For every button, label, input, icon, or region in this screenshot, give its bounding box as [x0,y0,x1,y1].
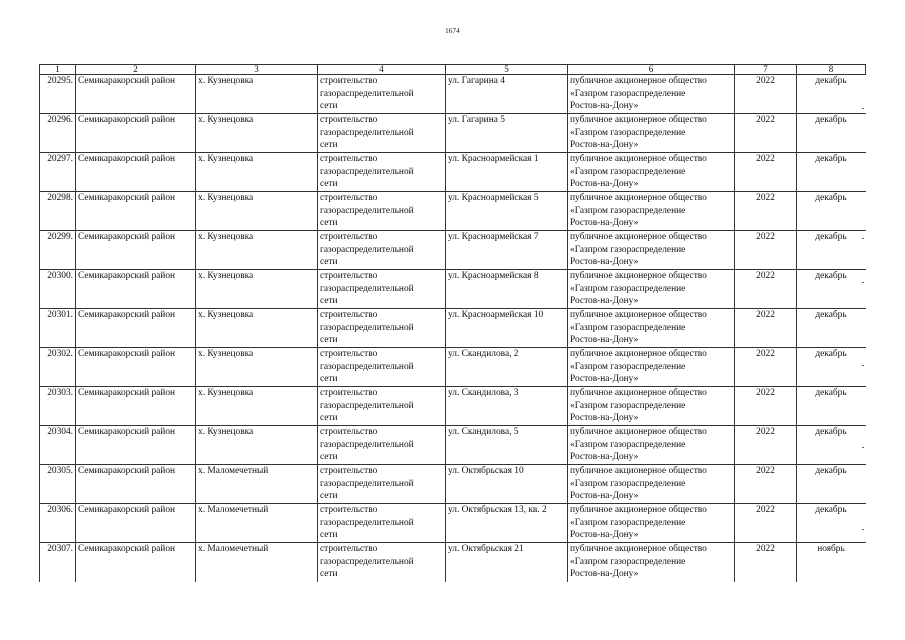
work-type-cell-line: сети [320,413,338,424]
work-type-cell-line: строительство [320,427,378,437]
work-type-cell-line: сети [320,140,338,151]
settlement-cell: х. Кузнецовка [196,270,318,309]
work-type-cell-line: сети [320,101,338,112]
column-number: 6 [568,65,735,75]
address-cell: ул. Октябрьская 13, кв. 2 [446,504,568,543]
work-type-cell-line: сети [320,452,338,463]
address-cell: ул. Гагарина 4 [446,75,568,114]
work-type-cell [318,426,446,465]
work-type-cell-line: сети [320,530,338,541]
table-row [40,231,866,270]
column-number: 3 [196,65,318,75]
column-number: 7 [735,65,797,75]
address-cell: ул. Красноармейская 5 [446,192,568,231]
work-type-cell-line: строительство [320,544,378,554]
month-cell: декабрь [797,465,866,504]
registry-body [40,65,866,582]
month-cell: декабрь [797,348,866,387]
work-type-cell-line: сети [320,296,338,307]
work-type-cell-line: строительство [320,466,378,476]
address-cell: ул. Октябрьская 21 [446,543,568,582]
row-number-cell: 20305. [40,465,76,504]
organization-cell-line: «Газпром газораспределение [570,322,686,333]
work-type-cell-line: строительство [320,388,378,398]
table-row [40,114,866,153]
settlement-cell: х. Кузнецовка [196,114,318,153]
table-row [40,465,866,504]
month-cell: декабрь [797,309,866,348]
table-row [40,543,866,582]
address-cell: ул. Красноармейская 1 [446,153,568,192]
work-type-cell-line: строительство [320,310,378,320]
year-cell: 2022 [735,543,797,582]
work-type-cell-line: строительство [320,232,378,242]
work-type-cell-line: газораспределительной [320,478,414,489]
month-cell: декабрь [797,192,866,231]
district-cell: Семикаракорский район [76,465,196,504]
address-cell: ул. Красноармейская 10 [446,309,568,348]
table-row [40,270,866,309]
table-row [40,153,866,192]
work-type-cell-line: сети [320,218,338,229]
organization-cell-line: Ростов-на-Дону» [570,218,639,229]
work-type-cell-line: газораспределительной [320,244,414,255]
table-row [40,426,866,465]
work-type-cell [318,114,446,153]
month-cell: декабрь [797,426,866,465]
work-type-cell [318,309,446,348]
work-type-cell-line: строительство [320,505,378,515]
organization-cell-line: публичное акционерное общество [570,193,707,203]
district-cell: Семикаракорский район [76,192,196,231]
settlement-cell: х. Кузнецовка [196,348,318,387]
organization-cell-line: публичное акционерное общество [570,271,707,281]
year-cell: 2022 [735,270,797,309]
organization-cell-line: «Газпром газораспределение [570,127,686,138]
organization-cell-line: Ростов-на-Дону» [570,296,639,307]
organization-cell-line: Ростов-на-Дону» [570,257,639,268]
month-cell: декабрь [797,270,866,309]
district-cell: Семикаракорский район [76,348,196,387]
organization-cell-line: публичное акционерное общество [570,232,707,242]
organization-cell [568,75,735,114]
month-cell: декабрь [797,504,866,543]
organization-cell-line: публичное акционерное общество [570,427,707,437]
organization-cell [568,192,735,231]
organization-cell-line: «Газпром газораспределение [570,166,686,177]
organization-cell-line: «Газпром газораспределение [570,556,686,567]
organization-cell-line: публичное акционерное общество [570,76,707,86]
work-type-cell-line: сети [320,491,338,502]
district-cell: Семикаракорский район [76,504,196,543]
organization-cell-line: «Газпром газораспределение [570,88,686,99]
organization-cell [568,543,735,582]
work-type-cell [318,75,446,114]
address-cell: ул. Скандилова, 3 [446,387,568,426]
margin-tick [862,108,864,109]
table-row [40,504,866,543]
organization-cell-line: Ростов-на-Дону» [570,179,639,190]
organization-cell-line: публичное акционерное общество [570,388,707,398]
settlement-cell: х. Кузнецовка [196,192,318,231]
work-type-cell-line: сети [320,257,338,268]
address-cell: ул. Скандилова, 2 [446,348,568,387]
district-cell: Семикаракорский район [76,114,196,153]
organization-cell-line: Ростов-на-Дону» [570,101,639,112]
month-cell: декабрь [797,114,866,153]
work-type-cell [318,270,446,309]
work-type-cell [318,387,446,426]
work-type-cell-line: газораспределительной [320,361,414,372]
organization-cell [568,348,735,387]
work-type-cell-line: газораспределительной [320,127,414,138]
year-cell: 2022 [735,192,797,231]
district-cell: Семикаракорский район [76,543,196,582]
work-type-cell-line: газораспределительной [320,88,414,99]
table-row [40,192,866,231]
row-number-cell: 20307. [40,543,76,582]
column-number-row [40,65,866,75]
month-cell: декабрь [797,231,866,270]
settlement-cell: х. Кузнецовка [196,309,318,348]
work-type-cell-line: сети [320,374,338,385]
address-cell: ул. Гагарина 5 [446,114,568,153]
row-number-cell: 20296. [40,114,76,153]
year-cell: 2022 [735,309,797,348]
district-cell: Семикаракорский район [76,270,196,309]
work-type-cell-line: газораспределительной [320,517,414,528]
work-type-cell-line: строительство [320,271,378,281]
work-type-cell-line: газораспределительной [320,205,414,216]
organization-cell-line: «Газпром газораспределение [570,400,686,411]
month-cell: декабрь [797,75,866,114]
settlement-cell: х. Маломечетный [196,543,318,582]
column-number: 5 [446,65,568,75]
district-cell: Семикаракорский район [76,309,196,348]
work-type-cell [318,504,446,543]
organization-cell [568,465,735,504]
work-type-cell-line: газораспределительной [320,322,414,333]
organization-cell-line: Ростов-на-Дону» [570,140,639,151]
organization-cell [568,270,735,309]
address-cell: ул. Красноармейская 8 [446,270,568,309]
row-number-cell: 20300. [40,270,76,309]
margin-tick [862,365,864,366]
settlement-cell: х. Кузнецовка [196,231,318,270]
row-number-cell: 20303. [40,387,76,426]
work-type-cell [318,153,446,192]
organization-cell-line: публичное акционерное общество [570,505,707,515]
work-type-cell-line: строительство [320,154,378,164]
organization-cell-line: публичное акционерное общество [570,544,707,554]
year-cell: 2022 [735,465,797,504]
organization-cell-line: Ростов-на-Дону» [570,452,639,463]
table-row [40,75,866,114]
registry-table [39,64,866,582]
organization-cell [568,153,735,192]
settlement-cell: х. Кузнецовка [196,75,318,114]
year-cell: 2022 [735,114,797,153]
table-row [40,309,866,348]
work-type-cell-line: сети [320,569,338,580]
organization-cell-line: публичное акционерное общество [570,115,707,125]
column-number: 2 [76,65,196,75]
year-cell: 2022 [735,504,797,543]
work-type-cell-line: сети [320,179,338,190]
organization-cell-line: «Газпром газораспределение [570,283,686,294]
work-type-cell [318,465,446,504]
settlement-cell: х. Кузнецовка [196,153,318,192]
row-number-cell: 20304. [40,426,76,465]
year-cell: 2022 [735,153,797,192]
row-number-cell: 20298. [40,192,76,231]
year-cell: 2022 [735,75,797,114]
margin-tick [862,238,864,239]
row-number-cell: 20295. [40,75,76,114]
year-cell: 2022 [735,348,797,387]
row-number-cell: 20306. [40,504,76,543]
organization-cell-line: «Газпром газораспределение [570,361,686,372]
organization-cell-line: Ростов-на-Дону» [570,374,639,385]
year-cell: 2022 [735,231,797,270]
organization-cell-line: публичное акционерное общество [570,349,707,359]
row-number-cell: 20301. [40,309,76,348]
district-cell: Семикаракорский район [76,387,196,426]
work-type-cell-line: строительство [320,115,378,125]
district-cell: Семикаракорский район [76,426,196,465]
work-type-cell-line: строительство [320,76,378,86]
table-row [40,387,866,426]
organization-cell [568,309,735,348]
organization-cell-line: «Газпром газораспределение [570,478,686,489]
settlement-cell: х. Маломечетный [196,504,318,543]
year-cell: 2022 [735,426,797,465]
address-cell: ул. Октябрьская 10 [446,465,568,504]
row-number-cell: 20302. [40,348,76,387]
margin-tick [862,529,864,530]
work-type-cell-line: газораспределительной [320,400,414,411]
organization-cell-line: «Газпром газораспределение [570,205,686,216]
column-number: 1 [40,65,76,75]
work-type-cell-line: строительство [320,349,378,359]
settlement-cell: х. Кузнецовка [196,387,318,426]
organization-cell-line: публичное акционерное общество [570,310,707,320]
organization-cell-line: Ростов-на-Дону» [570,335,639,346]
work-type-cell-line: газораспределительной [320,166,414,177]
work-type-cell-line: сети [320,335,338,346]
margin-tick [862,447,864,448]
organization-cell-line: публичное акционерное общество [570,154,707,164]
organization-cell [568,231,735,270]
table-row [40,348,866,387]
district-cell: Семикаракорский район [76,153,196,192]
organization-cell-line: «Газпром газораспределение [570,244,686,255]
column-number: 4 [318,65,446,75]
organization-cell [568,426,735,465]
row-number-cell: 20299. [40,231,76,270]
address-cell: ул. Красноармейская 7 [446,231,568,270]
work-type-cell [318,231,446,270]
row-number-cell: 20297. [40,153,76,192]
settlement-cell: х. Кузнецовка [196,426,318,465]
month-cell: декабрь [797,153,866,192]
month-cell: ноябрь [797,543,866,582]
organization-cell [568,504,735,543]
district-cell: Семикаракорский район [76,231,196,270]
organization-cell-line: публичное акционерное общество [570,466,707,476]
work-type-cell [318,543,446,582]
work-type-cell-line: газораспределительной [320,556,414,567]
work-type-cell [318,348,446,387]
organization-cell [568,387,735,426]
page-number: 1674 [445,27,460,35]
address-cell: ул. Скандилова, 5 [446,426,568,465]
month-cell: декабрь [797,387,866,426]
organization-cell-line: Ростов-на-Дону» [570,530,639,541]
organization-cell-line: Ростов-на-Дону» [570,491,639,502]
work-type-cell-line: строительство [320,193,378,203]
organization-cell-line: Ростов-на-Дону» [570,569,639,580]
year-cell: 2022 [735,387,797,426]
organization-cell [568,114,735,153]
settlement-cell: х. Маломечетный [196,465,318,504]
district-cell: Семикаракорский район [76,75,196,114]
work-type-cell [318,192,446,231]
work-type-cell-line: газораспределительной [320,283,414,294]
column-number: 8 [797,65,866,75]
work-type-cell-line: газораспределительной [320,439,414,450]
organization-cell-line: Ростов-на-Дону» [570,413,639,424]
margin-tick [862,282,864,283]
organization-cell-line: «Газпром газораспределение [570,517,686,528]
organization-cell-line: «Газпром газораспределение [570,439,686,450]
